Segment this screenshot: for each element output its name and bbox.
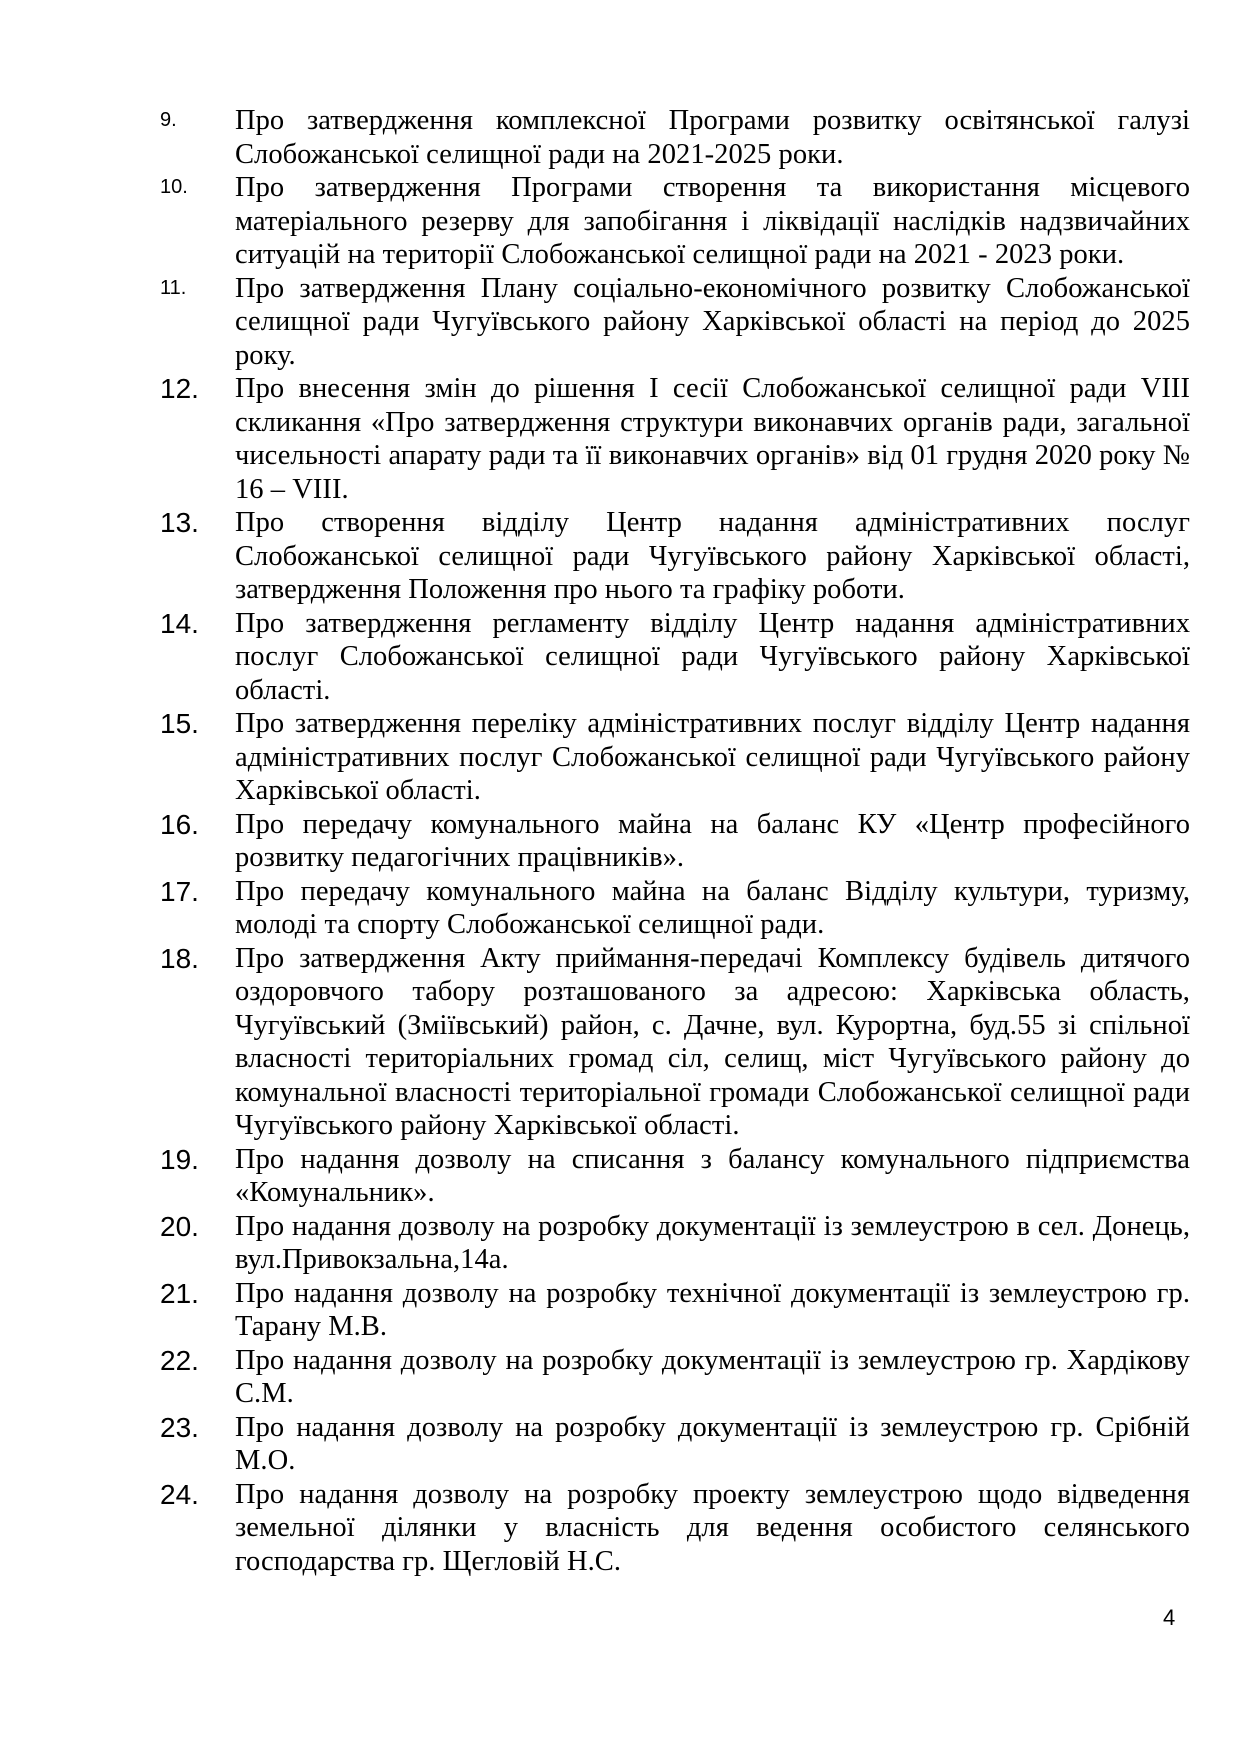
item-number: 24.: [160, 1478, 199, 1510]
agenda-item: [160, 1210, 1190, 1277]
agenda-item: [160, 707, 1190, 808]
item-number: 12.: [160, 373, 199, 404]
item-text: Про затвердження Плану соціально-економічного розвитку Слобожанської селищної ради Чугуївського району Харківської області на період до 2025 року.: [235, 272, 1190, 371]
agenda-item: [160, 942, 1190, 1143]
item-text: Про затвердження регламенту відділу Центр надання адміністративних послуг Слобожанської селищної ради Чугуївського району Харківської області.: [235, 607, 1190, 706]
item-number: 13.: [160, 507, 199, 538]
item-number: 10.: [160, 176, 188, 198]
agenda-item: [160, 1411, 1190, 1478]
item-text: Про затвердження комплексної Програми розвитку освітянської галузі Слобожанської селищної ради на 2021-2025 роки.: [235, 105, 1190, 170]
agenda-item: [160, 104, 1190, 171]
item-text: Про надання дозволу на розробку документації із землеустрою в сел. Донець, вул.Привокзальна,14а.: [235, 1210, 1190, 1275]
item-text: Про надання дозволу на розробку документації із землеустрою гр. Срібній М.О.: [235, 1411, 1190, 1476]
agenda-item: [160, 607, 1190, 708]
item-text: Про передачу комунального майна на баланс Відділу культури, туризму, молоді та спорту Слобожанської селищної ради.: [235, 875, 1190, 940]
item-number: 16.: [160, 808, 199, 840]
item-number: 17.: [160, 875, 199, 907]
item-number: 9.: [160, 109, 177, 131]
item-number: 21.: [160, 1277, 199, 1309]
item-text: Про надання дозволу на розробку документації із землеустрою гр. Хардікову С.М.: [235, 1344, 1190, 1409]
item-number: 20.: [160, 1210, 199, 1242]
item-text: Про надання дозволу на розробку проекту землеустрою щодо відведення земельної ділянки у власність для ведення особистого селянського господарства гр. Щегловій Н.С.: [235, 1478, 1190, 1577]
item-number: 15.: [160, 708, 199, 739]
agenda-item: [160, 1143, 1190, 1210]
item-text: Про внесення змін до рішення І сесії Слобожанської селищної ради VIII скликання «Про затвердження структури виконавчих органів ради, загальної чисельності апарату ради та її виконавчих органів» від 01 грудня 2020 року № 16 – VIII.: [235, 373, 1190, 505]
item-text: Про затвердження переліку адміністративних послуг відділу Центр надання адміністративних послуг Слобожанської селищної ради Чугуївського району Харківської області.: [235, 708, 1190, 806]
agenda-item: [160, 875, 1190, 942]
item-number: 19.: [160, 1143, 199, 1175]
page-number: 4: [1163, 1605, 1176, 1630]
item-text: Про створення відділу Центр надання адміністративних послуг Слобожанської селищної ради Чугуївського району Харківської області, затвердження Положення про нього та графіку роботи.: [235, 507, 1190, 605]
item-text: Про передачу комунального майна на баланс КУ «Центр професійного розвитку педагогічних працівників».: [235, 808, 1190, 873]
agenda-item: [160, 1277, 1190, 1344]
agenda-item: [160, 372, 1190, 506]
item-text: Про надання дозволу на розробку технічної документації із землеустрою гр. Тарану М.В.: [235, 1277, 1190, 1342]
item-number: 11.: [160, 276, 187, 299]
item-text: Про затвердження Акту приймання-передачі Комплексу будівель дитячого оздоровчого табору розташованого за адресою: Харківська область, Чугуївський (Зміївський) район, с. Дачне, вул. Курортна, буд.55 зі спільної власності територіальних громад сіл, селищ, міст Чугуївського району до комунальної власності територіальної громади Слобожанської селищної ради Чугуївського району Харківської області.: [235, 942, 1190, 1141]
item-text: Про надання дозволу на списання з балансу комунального підприємства «Комунальник».: [235, 1143, 1190, 1208]
agenda-list: [160, 104, 1190, 1578]
item-number: 23.: [160, 1411, 199, 1443]
agenda-item: [160, 1478, 1190, 1579]
item-number: 14.: [160, 607, 199, 639]
agenda-item: [160, 506, 1190, 607]
agenda-item: [160, 171, 1190, 272]
item-text: Про затвердження Програми створення та використання місцевого матеріального резерву для запобігання і ліквідації наслідків надзвичайних ситуацій на території Слобожанської селищної ради на 2021 - 2023 роки.: [235, 172, 1190, 270]
agenda-item: [160, 1344, 1190, 1411]
agenda-item: [160, 808, 1190, 875]
agenda-item: [160, 272, 1190, 373]
item-number: 22.: [160, 1344, 199, 1376]
item-number: 18.: [160, 942, 199, 974]
